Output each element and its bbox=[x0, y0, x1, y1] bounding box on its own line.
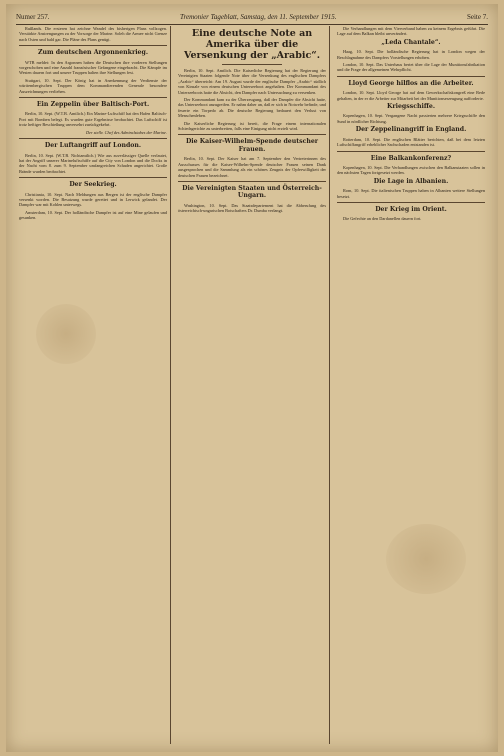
article-text: Rotterdam, 10. Sept. Die englischen Blätter berichten, daß bei dem letzten Luftschiffangriff erheblicher Sachschaden entstanden ist. bbox=[337, 136, 485, 148]
article-text: WTB meldet: In den Argonnen haben die Deutschen ihre vorderen Stellungen vorgeschoben und eine Anzahl französischer Gefangene eingebracht. Die Kämpfe im Westen dauern fort und unsere Truppen halten ihre Stellungen fest. bbox=[19, 59, 167, 76]
column-3 bbox=[334, 26, 488, 744]
article-signature: Der stellv. Chef des Admiralstabes der Marine. bbox=[86, 129, 167, 135]
article-text: Berlin, 10. Sept. Der Kaiser hat am 7. September den Vertreterinnen des Ausschusses für die Kaiser-Wilhelm-Spende deutscher Frauen seinen Dank ausgesprochen und die Sammlung als ein schönes Zeugnis der Opferwilligkeit der deutschen Frauen bezeichnet. bbox=[178, 156, 326, 178]
divider bbox=[19, 45, 167, 46]
article-text: Haag, 10. Sept. Die holländische Regierung hat in London wegen der Beschlagnahme des Dampfers Vorstellungen erhoben. bbox=[337, 49, 485, 60]
article-columns bbox=[16, 26, 488, 744]
article-headline: Zum deutschen Argonnenkrieg. bbox=[38, 49, 148, 57]
article-text: Berlin, 10. Sept. Amtlich. Die Kaiserliche Regierung hat der Regierung der Vereinigten Staaten folgende Note über die Versenkung des englischen Dampfers „Arabic“ überreicht: Am 19. August wurde der englische Dampfer „Arabic“ südlich von Kinsale von einem deutschen Unterseeboot angehalten. Der Kommandant des Unterseeboots hatte die Absicht, den Dampfer nach Untersuchung zu versenken. bbox=[178, 68, 326, 95]
divider bbox=[337, 151, 485, 152]
article-headline: Der Luftangriff auf London. bbox=[44, 142, 142, 150]
article-headline: Der Zeppelinangriff in England. bbox=[355, 126, 467, 134]
page-masthead bbox=[16, 10, 488, 25]
article-text: Stuttgart, 10. Sept. Der König hat in Anerkennung der Verdienste der württembergischen Truppen dem Kommandierenden Generale besondere Auszeichnungen verliehen. bbox=[19, 77, 167, 94]
article-text: Die Verhandlungen mit dem Vierverband haben zu keinem Ergebnis geführt. Die Lage auf dem Balkan bleibt unverändert. bbox=[337, 26, 485, 37]
article-headline: Eine Balkankonferenz? bbox=[370, 154, 452, 162]
divider bbox=[178, 134, 326, 135]
article-text: Washington, 10. Sept. Das Staatsdepartement hat die Abberufung des österreichisch-ungarischen Botschafters Dr. Dumba verlangt. bbox=[178, 202, 326, 214]
newspaper-title-date: Tremonier Tageblatt, Samstag, den 11. September 1915. bbox=[179, 13, 337, 21]
article-text: Christiania, 10. Sept. Nach Meldungen aus Bergen ist der englische Dampfer versenkt worden. Die Besatzung wurde gerettet und in Lerwick gelandet. Der Dampfer war mit Kohlen unterwegs. bbox=[19, 191, 167, 208]
page-number: Seite 7. bbox=[466, 13, 488, 21]
article-headline: Lloyd George hilflos an die Arbeiter. bbox=[348, 79, 474, 87]
article-headline: „Leda Chantale“. bbox=[381, 38, 441, 46]
issue-number: Numer 257. bbox=[16, 13, 50, 21]
article-headline: Die Kaiser-Wilhelm-Spende deutscher Frauen. bbox=[185, 138, 319, 153]
article-headline: Die Lage in Albanien. bbox=[373, 177, 449, 185]
article-headline: Der Seekrieg. bbox=[69, 181, 117, 189]
article-headline: Der Krieg im Orient. bbox=[375, 205, 447, 213]
divider bbox=[178, 181, 326, 182]
article-text: Berlin, 10. Sept. (W.T.B. Nichtamtlich.) Wie aus zuverlässiger Quelle verlautet, hat der Angriff unserer Marineluftschiffe auf die City von London und die Docks in der Nacht vom 8. zum 9. September umfangreichen Schaden angerichtet. Große Brände wurden beobachtet. bbox=[19, 152, 167, 174]
divider bbox=[337, 76, 485, 77]
column-1 bbox=[16, 26, 171, 744]
article-text: Die Gefechte an den Dardanellen dauern fort. bbox=[343, 216, 422, 222]
divider bbox=[19, 138, 167, 139]
column-2 bbox=[175, 26, 330, 744]
divider bbox=[222, 64, 281, 65]
main-headline: Eine deutsche Note an Amerika über die Versenkung der „Arabic“. bbox=[184, 28, 320, 61]
article-text: London, 10. Sept. Das Unterhaus beriet über die Lage der Munitionsfabrikation und die Frage der allgemeinen Wehrpflicht. bbox=[337, 62, 485, 73]
article-text: Kopenhagen, 10. Sept. Vergangene Nacht passierten mehrere Kriegsschiffe den Sund in nördlicher Richtung. bbox=[337, 113, 485, 124]
article-text: Rußlands. Die ersteren hat zeichne Wandel des bisherigen Plans vollzogen. Verstärkte Anstrengungen zu der Vorsorge der Marine. Soleh die Armee nicht Grenze nach Osten und bald gar. Die Pläne des Plans genügt. bbox=[19, 26, 167, 42]
divider bbox=[19, 177, 167, 178]
article-text: Die Kaiserliche Regierung ist bereit, die Frage einem internationalen Schiedsgerichte zu unterbreiten, falls eine Einigung nicht erzielt wird. bbox=[178, 120, 326, 132]
article-text: Berlin, 10. Sept. (W.T.B. Amtlich.) Ein Marine-Luftschiff hat den Hafen Baltisch-Port mit Bomben belegt. Es wurden gute Ergebnisse beobachtet. Das Luftschiff ist trotz heftiger Beschießung unversehrt zurückgekehrt. bbox=[19, 111, 167, 128]
article-text: Amsterdam, 10. Sept. Der holländische Dampfer ist auf eine Mine gelaufen und gesunken. bbox=[19, 209, 167, 221]
article-headline: Die Vereinigten Staaten und Österreich-Ungarn. bbox=[182, 184, 322, 200]
article-text: Kopenhagen, 10. Sept. Die Verhandlungen zwischen den Balkanstaaten sollen in den nächsten Tagen fortgesetzt werden. bbox=[337, 164, 485, 176]
article-text: Rom, 10. Sept. Die italienischen Truppen haben in Albanien weitere Stellungen besetzt. bbox=[337, 188, 485, 199]
article-text: London, 10. Sept. Lloyd George hat auf dem Gewerkschaftskongreß eine Rede gehalten, in der er die Arbeiter zur Mitarbeit bei der Munitionserzeugung aufforderte. bbox=[337, 90, 485, 101]
article-headline: Ein Zeppelin über Baltisch-Port. bbox=[36, 101, 150, 109]
article-text: Der Kommandant kam zu der Überzeugung, daß der Dampfer die Absicht hatte, das Unterseeboot anzugreifen. Er nahm daher an, daß er sich in Notwehr befinde, und feuerte ein Torpedo ab. Die deutsche Regierung bedauert den Verlust von Menschenleben. bbox=[178, 97, 326, 119]
divider bbox=[337, 202, 485, 203]
newspaper-page bbox=[6, 4, 498, 752]
divider bbox=[19, 97, 167, 98]
article-headline: Kriegsschiffe. bbox=[386, 103, 435, 111]
